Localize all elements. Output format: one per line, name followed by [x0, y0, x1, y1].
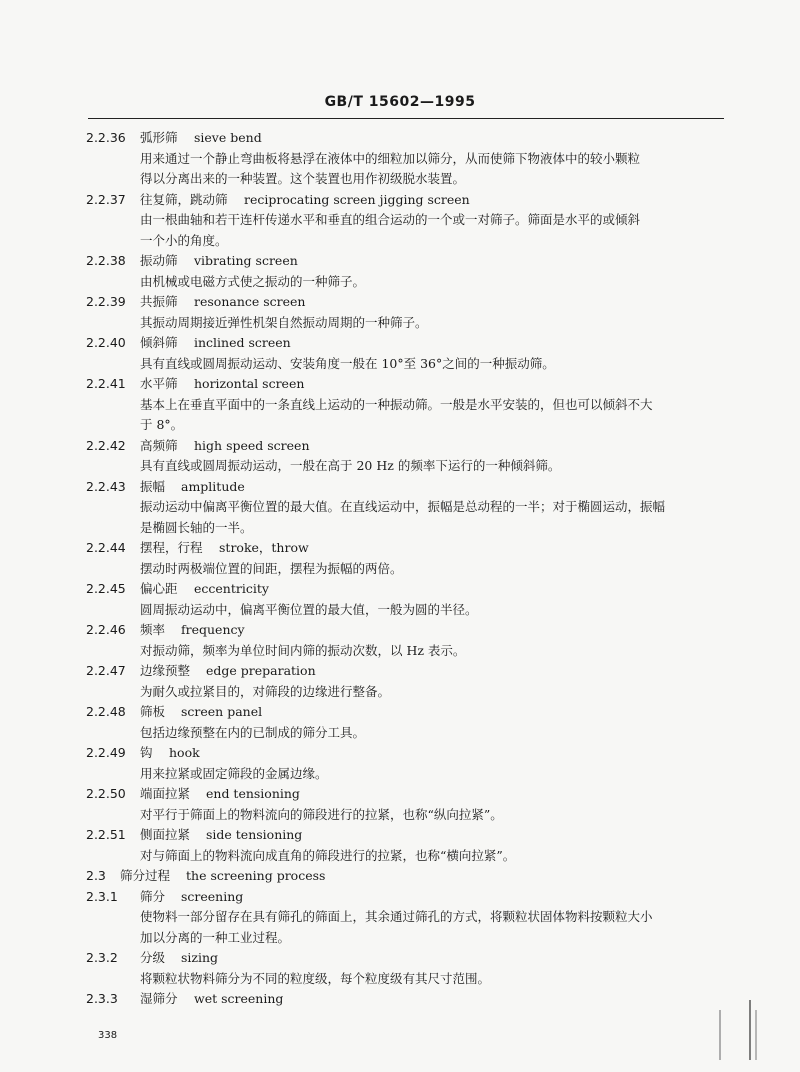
term-definition-line: 具有直线或圆周振动运动，一般在高于 20 Hz 的频率下运行的一种倾斜筛。: [140, 458, 561, 473]
term-english: resonance screen: [194, 294, 306, 309]
term-definition-line: 用来通过一个静止弯曲板将悬浮在液体中的细粒加以筛分，从而使筛下物液体中的较小颗粒: [140, 150, 641, 166]
term-entry: [0, 477, 800, 539]
term-number: 2.2.45: [86, 581, 126, 596]
term-chinese: 边缘预整: [140, 663, 191, 678]
term-definition-line: 是椭圆长轴的一半。: [140, 519, 253, 535]
term-number: 2.2.50: [86, 786, 126, 801]
term-number: 2.2.37: [86, 191, 126, 207]
term-chinese: 筛分: [140, 888, 166, 904]
term-definition-line: 对与筛面上的物料流向成直角的筛段进行的拉紧，也称“横向拉紧”。: [140, 847, 516, 863]
term-chinese: 侧面拉紧: [140, 827, 191, 842]
term-heading: [0, 743, 800, 764]
term-heading: [0, 887, 800, 908]
term-definition-line: 包括边缘预整在内的已制成的筛分工具。: [140, 724, 366, 740]
term-english: amplitude: [181, 478, 245, 494]
term-number: 2.2.46: [86, 622, 126, 637]
term-entry: [0, 579, 800, 620]
term-definition-line: 将颗粒状物料筛分为不同的粒度级，每个粒度级有其尺寸范围。: [140, 970, 491, 986]
term-english: wet screening: [194, 991, 284, 1006]
term-chinese: 摆程，行程: [140, 540, 203, 555]
term-entry: [0, 866, 800, 887]
term-heading: [0, 620, 800, 641]
term-definition-line: 为耐久或拉紧目的，对筛段的边缘进行整备。: [140, 683, 391, 699]
term-entry: [0, 702, 800, 743]
term-chinese: 筛板: [140, 704, 166, 719]
term-chinese: 倾斜筛: [140, 335, 178, 350]
term-heading: [0, 190, 800, 211]
term-english: side tensioning: [206, 827, 303, 842]
term-definition-line: 使物料一部分留存在具有筛孔的筛面上，其余通过筛孔的方式，将颗粒状固体物料按颗粒大小: [140, 909, 653, 924]
term-heading: [0, 989, 800, 1010]
term-number: 2.2.49: [86, 745, 126, 760]
term-chinese: 往复筛，跳动筛: [140, 191, 228, 207]
term-english: reciprocating screen jigging screen: [244, 191, 470, 207]
term-definition-line: 由一根曲轴和若干连杆传递水平和垂直的组合运动的一个或一对筛子。筛面是水平的或倾斜: [140, 212, 641, 227]
term-number: 2.2.47: [86, 663, 126, 678]
term-number: 2.3.3: [86, 991, 118, 1006]
term-heading: [0, 374, 800, 395]
term-entry: [0, 128, 800, 190]
term-chinese: 湿筛分: [140, 991, 178, 1006]
term-chinese: 高频筛: [140, 437, 178, 453]
term-number: 2.2.43: [86, 478, 126, 494]
term-definition-line: 圆周振动运动中，偏离平衡位置的最大值，一般为圆的半径。: [140, 601, 478, 617]
term-number: 2.2.42: [86, 437, 126, 453]
term-chinese: 振动筛: [140, 253, 178, 268]
term-chinese: 分级: [140, 950, 166, 965]
term-entry: [0, 825, 800, 866]
term-definition-line: 一个小的角度。: [140, 232, 228, 248]
term-chinese: 频率: [140, 622, 166, 637]
term-english: the screening process: [186, 868, 326, 883]
term-english: eccentricity: [194, 581, 269, 596]
term-heading: [0, 784, 800, 805]
term-english: sizing: [181, 950, 219, 965]
page-number: 338: [98, 1030, 118, 1041]
term-number: 2.2.39: [86, 294, 126, 309]
term-definition-line: 加以分离的一种工业过程。: [140, 929, 291, 945]
term-heading: [0, 661, 800, 682]
term-entry: [0, 333, 800, 374]
term-entry: [0, 374, 800, 436]
term-definition-line: 由机械或电磁方式使之振动的一种筛子。: [140, 273, 366, 289]
term-entry: [0, 436, 800, 477]
term-chinese: 弧形筛: [140, 130, 178, 145]
term-chinese: 偏心距: [140, 581, 178, 596]
term-heading: [0, 538, 800, 559]
term-entry: [0, 620, 800, 661]
term-heading: [0, 579, 800, 600]
term-english: edge preparation: [206, 663, 316, 678]
term-definition-line: 其振动周期接近弹性机架自然振动周期的一种筛子。: [140, 314, 428, 330]
term-definition-line: 得以分离出来的一种装置。这个装置也用作初级脱水装置。: [140, 171, 466, 186]
term-english: frequency: [181, 622, 245, 637]
term-english: vibrating screen: [194, 253, 298, 268]
term-english: sieve bend: [194, 130, 262, 145]
term-chinese: 水平筛: [140, 376, 178, 391]
term-definition-line: 于 8°。: [140, 417, 184, 432]
term-entry: [0, 661, 800, 702]
term-heading: [0, 436, 800, 457]
term-number: 2.3: [86, 868, 106, 883]
running-header: GB/T 15602—1995: [324, 94, 476, 110]
term-number: 2.2.44: [86, 540, 126, 555]
term-heading: [0, 702, 800, 723]
term-definition-line: 摆动时两极端位置的间距，摆程为振幅的两倍。: [140, 560, 403, 576]
scan-margin-marks: [712, 990, 772, 1060]
term-entry: [0, 989, 800, 1010]
term-definition-line: 对振动筛，频率为单位时间内筛的振动次数，以 Hz 表示。: [140, 642, 466, 658]
term-number: 2.2.41: [86, 376, 126, 391]
term-number: 2.3.2: [86, 950, 118, 965]
term-entry: [0, 251, 800, 292]
term-number: 2.2.51: [86, 827, 126, 842]
term-entry: [0, 784, 800, 825]
term-chinese: 筛分过程: [120, 868, 171, 883]
term-english: screen panel: [181, 704, 263, 719]
term-definition-line: 具有直线或圆周振动运动、安装角度一般在 10°至 36°之间的一种振动筛。: [140, 355, 555, 371]
term-entry: [0, 538, 800, 579]
term-heading: [0, 333, 800, 354]
term-number: 2.2.40: [86, 335, 126, 350]
term-definition-line: 基本上在垂直平面中的一条直线上运动的一种振动筛。一般是水平安装的，但也可以倾斜不大: [140, 396, 653, 412]
term-heading: [0, 292, 800, 313]
term-heading: [0, 866, 800, 887]
term-number: 2.2.36: [86, 130, 126, 145]
term-chinese: 共振筛: [140, 294, 178, 309]
term-english: high speed screen: [194, 437, 310, 453]
term-entry: [0, 948, 800, 989]
term-entry: [0, 190, 800, 252]
term-number: 2.3.1: [86, 888, 118, 904]
term-number: 2.2.48: [86, 704, 126, 719]
term-definition-line: 对平行于筛面上的物料流向的筛段进行的拉紧，也称“纵向拉紧”。: [140, 806, 503, 822]
term-entry: [0, 743, 800, 784]
term-chinese: 端面拉紧: [140, 786, 191, 801]
term-list: [0, 128, 800, 1010]
term-heading: [0, 251, 800, 272]
term-entry: [0, 887, 800, 949]
term-chinese: 振幅: [140, 478, 166, 494]
term-english: hook: [169, 745, 200, 760]
term-english: stroke，throw: [219, 540, 309, 555]
term-english: screening: [181, 888, 244, 904]
term-heading: [0, 948, 800, 969]
header-rule: [88, 118, 724, 119]
term-entry: [0, 292, 800, 333]
term-heading: [0, 128, 800, 149]
term-chinese: 钩: [140, 745, 153, 760]
term-english: inclined screen: [194, 335, 291, 350]
term-heading: [0, 477, 800, 498]
term-definition-line: 振动运动中偏离平衡位置的最大值。在直线运动中，振幅是总动程的一半；对于椭圆运动，振幅: [140, 499, 666, 514]
term-heading: [0, 825, 800, 846]
term-definition-line: 用来拉紧或固定筛段的金属边缘。: [140, 765, 328, 781]
term-number: 2.2.38: [86, 253, 126, 268]
term-english: end tensioning: [206, 786, 300, 801]
term-english: horizontal screen: [194, 376, 305, 391]
